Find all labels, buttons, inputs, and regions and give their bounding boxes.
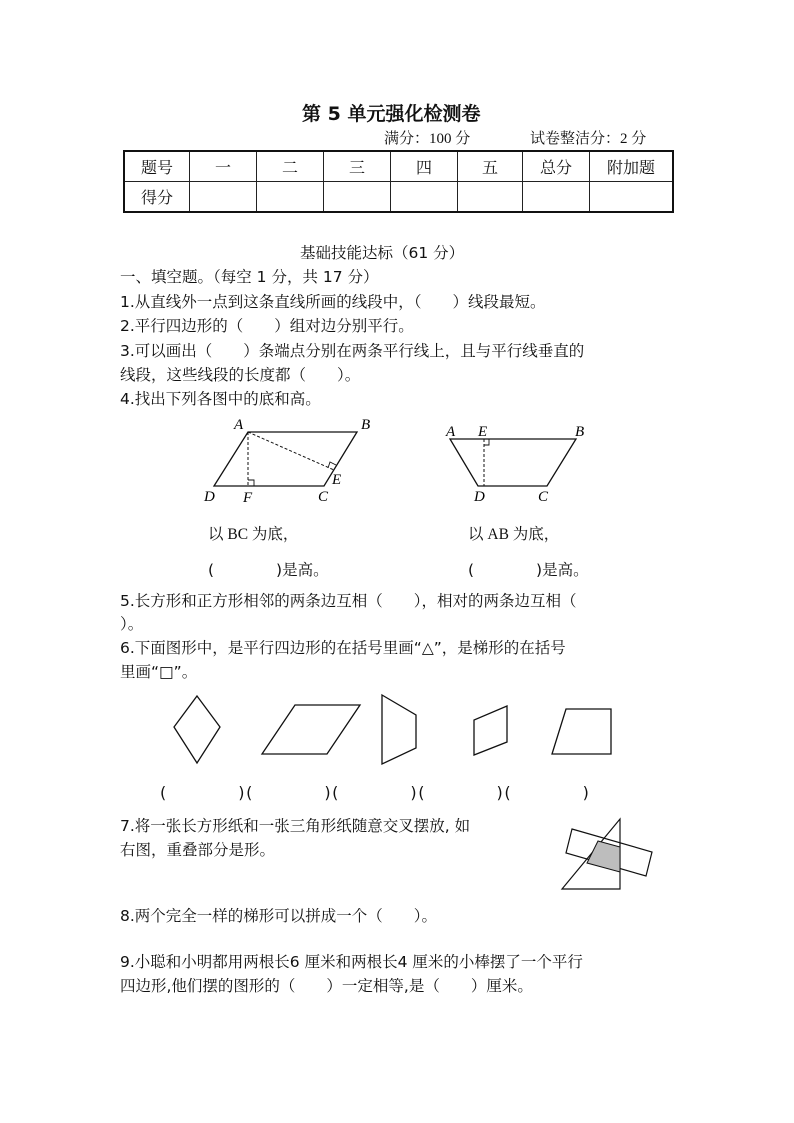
trapezoid-shape <box>382 695 416 764</box>
q4-answer-left[interactable]: ( )是高。 <box>208 561 329 579</box>
question-7: 7.将一张长方形纸和一张三角形纸随意交叉摆放, 如 <box>120 817 471 835</box>
score-header-cell: 总分 <box>523 151 590 182</box>
question-2: 2.平行四边形的（ ）组对边分别平行。 <box>120 317 414 335</box>
score-header-cell: 五 <box>458 151 523 182</box>
rhombus-shape <box>174 696 220 763</box>
slanted-parallelogram-shape <box>474 706 507 755</box>
label-f: F <box>243 490 253 506</box>
question-3-cont: 线段，这些线段的长度都（ ）。 <box>120 366 361 384</box>
question-9: 9.小聪和小明都用两根长6 厘米和两根长4 厘米的小棒摆了一个平行 <box>120 953 583 971</box>
question-7-cont: 右图，重叠部分是形。 <box>120 841 276 859</box>
question-9-cont: 四边形,他们摆的图形的（ ）一定相等,是（ ）厘米。 <box>120 977 533 995</box>
score-table <box>123 150 674 213</box>
section-title: 基础技能达标（61 分） <box>300 244 465 262</box>
q4-caption-left: 以 BC 为底， <box>208 526 299 543</box>
score-header-cell: 四 <box>391 151 458 182</box>
score-cell[interactable] <box>391 182 458 213</box>
score-cell[interactable] <box>190 182 257 213</box>
label-b: B <box>361 417 371 433</box>
question-6-cont: 里画“□”。 <box>120 663 198 681</box>
neatness-score: 试卷整洁分：2 分 <box>530 131 647 147</box>
score-header-cell: 题号 <box>124 151 190 182</box>
part-heading: 一、填空题。（每空 1 分，共 17 分） <box>120 268 379 286</box>
question-4: 4.找出下列各图中的底和高。 <box>120 390 321 408</box>
label-c: C <box>538 489 549 505</box>
score-header-cell: 附加题 <box>590 151 674 182</box>
score-table-header-row <box>124 151 673 182</box>
full-marks: 满分：100 分 <box>384 131 471 147</box>
score-cell[interactable] <box>590 182 674 213</box>
score-header-cell: 二 <box>257 151 324 182</box>
parallelogram-shape <box>262 705 360 754</box>
question-8: 8.两个完全一样的梯形可以拼成一个（ ）。 <box>120 907 438 925</box>
q4-caption-right: 以 AB 为底， <box>468 526 560 543</box>
question-5: 5.长方形和正方形相邻的两条边互相（ ），相对的两条边互相（ <box>120 592 577 610</box>
label-e: E <box>332 472 342 488</box>
score-header-cell: 一 <box>190 151 257 182</box>
question-6: 6.下面图形中，是平行四边形的在括号里画“△”，是梯形的在括号 <box>120 639 566 657</box>
score-cell[interactable] <box>324 182 391 213</box>
label-a: A <box>234 417 244 433</box>
score-header-cell: 三 <box>324 151 391 182</box>
right-trapezoid-shape <box>552 709 611 754</box>
score-cell[interactable] <box>257 182 324 213</box>
label-c: C <box>318 489 329 505</box>
score-table-row <box>124 182 673 213</box>
label-d: D <box>474 489 485 505</box>
trapezoid-figure <box>440 412 600 507</box>
overlap-figure <box>558 816 663 894</box>
score-row-label: 得分 <box>124 182 190 213</box>
label-a: A <box>446 424 456 440</box>
parallelogram-figure <box>200 412 380 507</box>
label-e: E <box>478 424 488 440</box>
label-b: B <box>575 424 585 440</box>
question-3: 3.可以画出（ ）条端点分别在两条平行线上，且与平行线垂直的 <box>120 342 585 360</box>
question-5-cont: ）。 <box>120 615 144 633</box>
label-d: D <box>204 489 215 505</box>
q6-shapes <box>160 690 630 770</box>
q6-answer-brackets[interactable]: ( )( )( )( )( ) <box>160 783 591 802</box>
score-cell[interactable] <box>523 182 590 213</box>
score-cell[interactable] <box>458 182 523 213</box>
page-title: 第 5 单元强化检测卷 <box>302 103 481 125</box>
question-1: 1.从直线外一点到这条直线所画的线段中，（ ）线段最短。 <box>120 293 546 311</box>
q4-answer-right[interactable]: ( )是高。 <box>468 561 589 579</box>
